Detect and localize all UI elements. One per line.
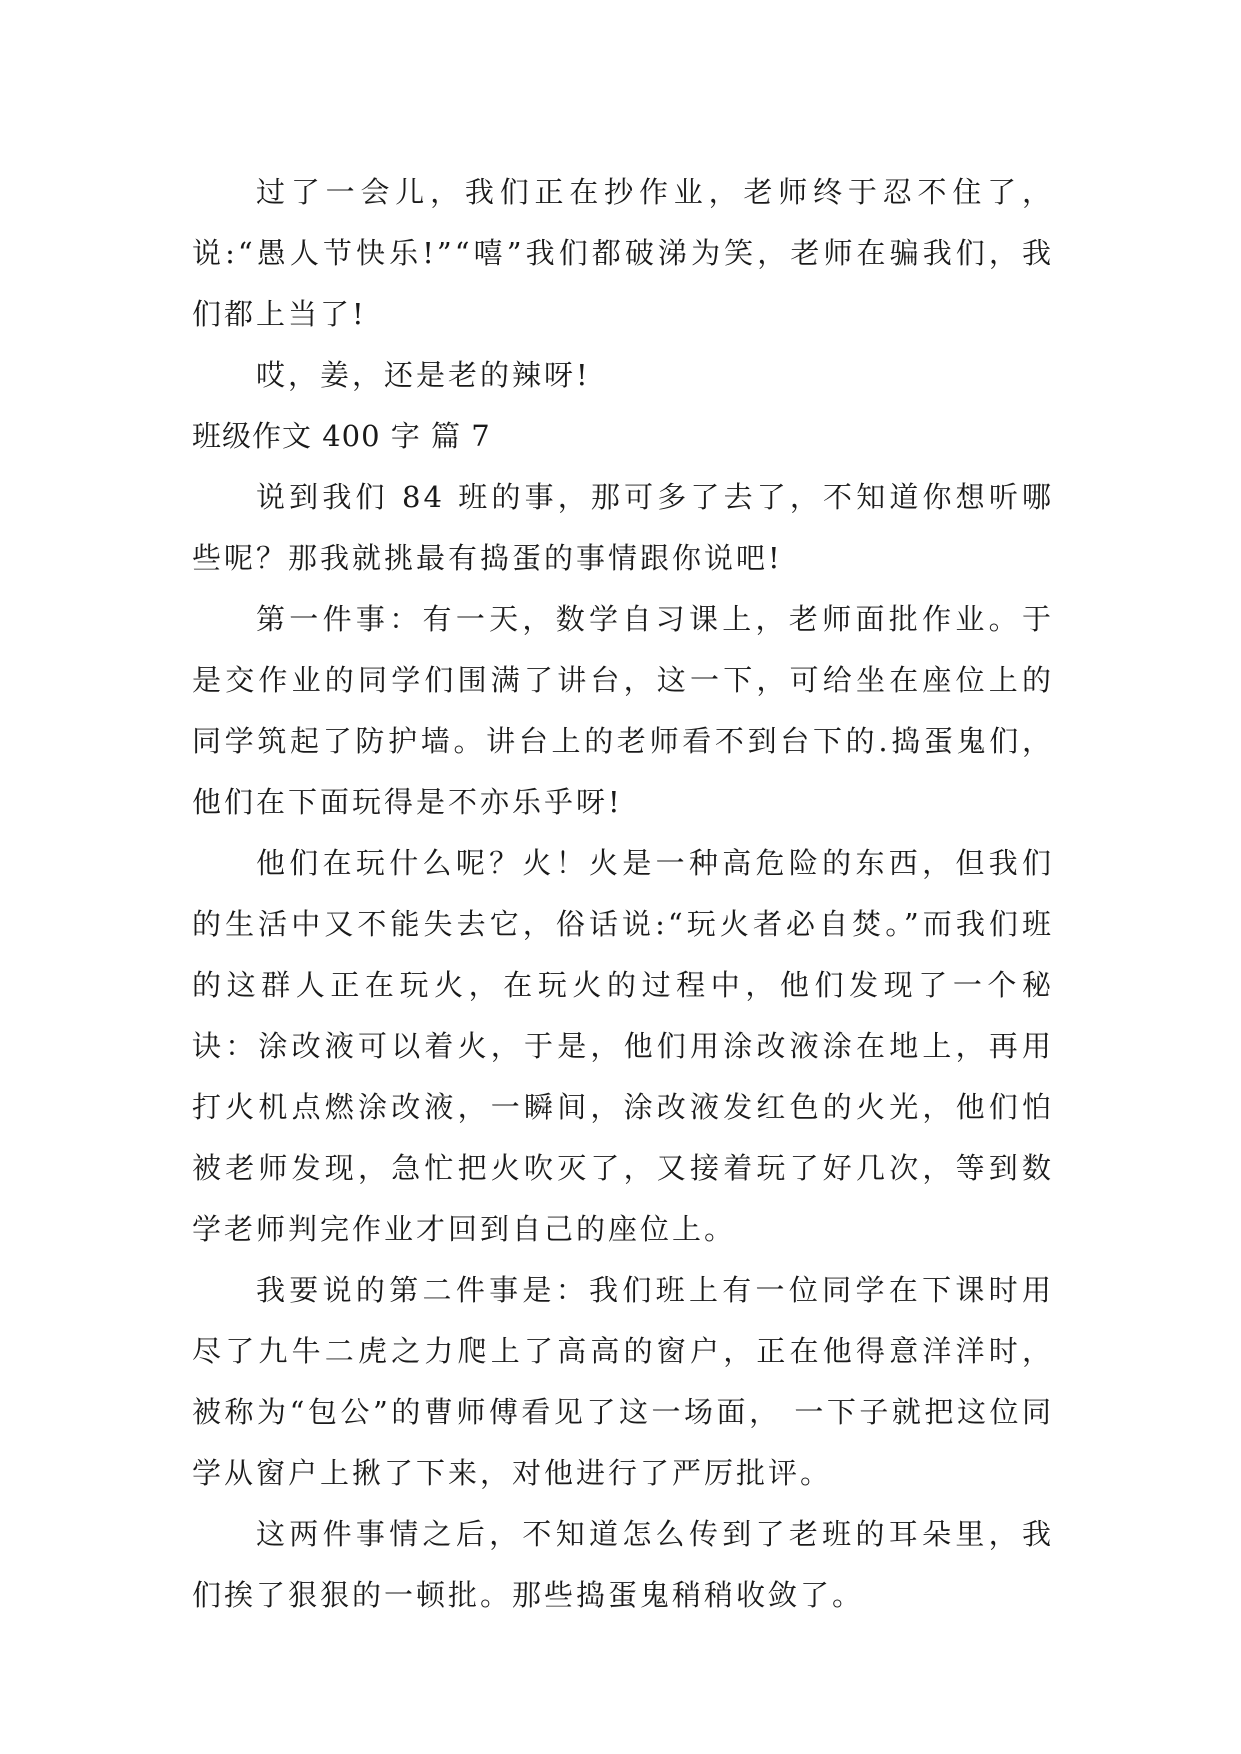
section-heading: 班级作文 400 字 篇 7 — [192, 419, 491, 453]
paragraph: 说到我们 84 班的事，那可多了去了，不知道你想听哪些呢？那我就挑最有捣蛋的事情跟你说吧! — [192, 480, 1054, 575]
paragraph: 我要说的第二件事是：我们班上有一位同学在下课时用尽了九牛二虎之力爬上了高高的窗户，正在他得意洋洋时，被称为“包公”的曹师傅看见了这一场面， 一下子就把这位同学从窗户上揪了下来，对他进行了严厉批评。 — [192, 1273, 1054, 1490]
document-body — [192, 162, 1054, 1626]
paragraph: 这两件事情之后，不知道怎么传到了老班的耳朵里，我们挨了狠狠的一顿批。那些捣蛋鬼稍稍收敛了。 — [192, 1517, 1054, 1612]
paragraph: 过了一会儿，我们正在抄作业，老师终于忍不住了，说:“愚人节快乐!”“嘻”我们都破涕为笑，老师在骗我们，我们都上当了! — [192, 175, 1054, 331]
paragraph: 哎，姜，还是老的辣呀! — [256, 358, 591, 392]
paragraph: 第一件事：有一天，数学自习课上，老师面批作业。于是交作业的同学们围满了讲台，这一下，可给坐在座位上的同学筑起了防护墙。讲台上的老师看不到台下的.捣蛋鬼们，他们在下面玩得是不亦乐乎呀! — [192, 602, 1054, 819]
paragraph: 他们在玩什么呢？火！火是一种高危险的东西，但我们的生活中又不能失去它，俗话说:“玩火者必自焚。”而我们班的这群人正在玩火，在玩火的过程中，他们发现了一个秘诀：涂改液可以着火，于是，他们用涂改液涂在地上，再用打火机点燃涂改液，一瞬间，涂改液发红色的火光，他们怕被老师发现，急忙把火吹灭了，又接着玩了好几次，等到数学老师判完作业才回到自己的座位上。 — [192, 846, 1054, 1246]
